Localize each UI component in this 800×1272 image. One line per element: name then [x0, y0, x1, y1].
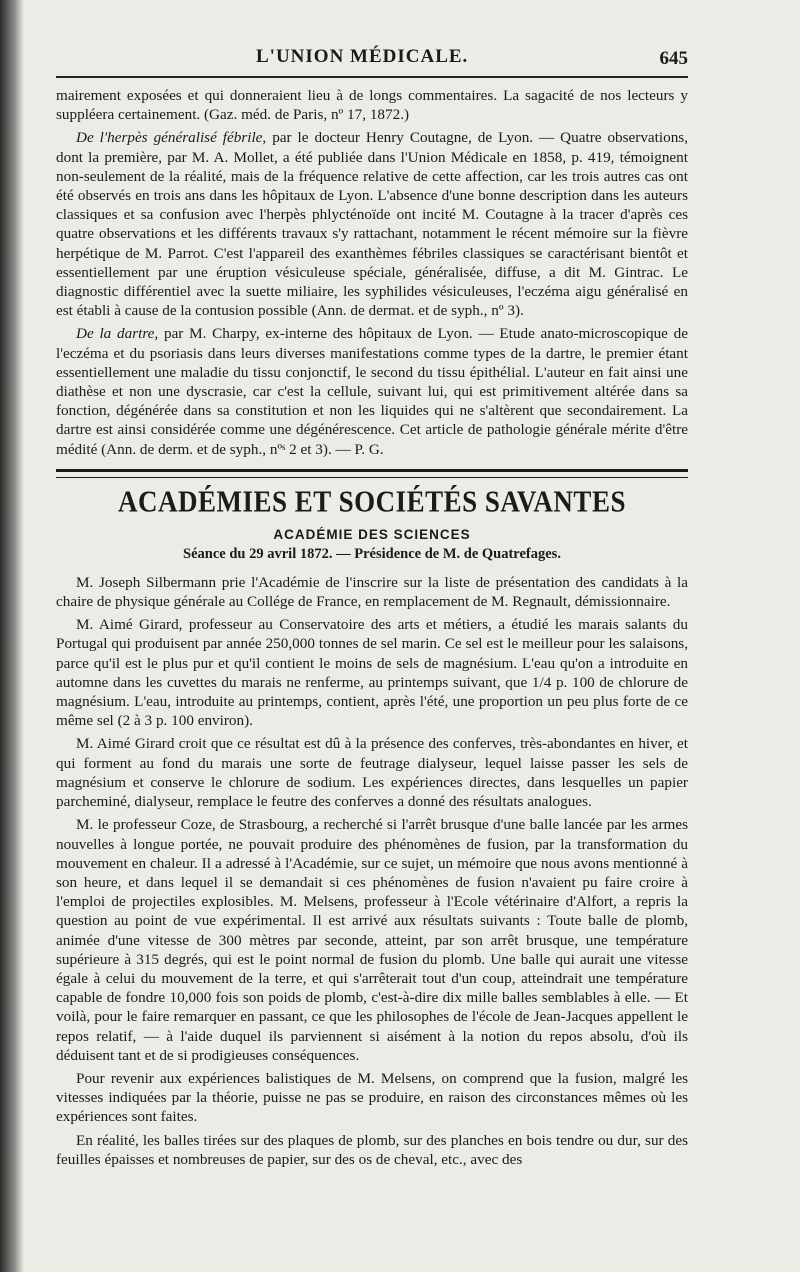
body-paragraph: Pour revenir aux expériences balistiques de M. Melsens, on comprend que la fusion, malgré les vitesses indiquées par la théorie, puisse ne pas se produire, en raison des circonstances mêmes où les expériences sont faites.: [56, 1069, 688, 1126]
section-subtitle: ACADÉMIE DES SCIENCES: [273, 526, 471, 542]
review-paragraph-1: [56, 86, 688, 124]
body-paragraph: En réalité, les balles tirées sur des plaques de plomb, sur des planches en bois tendre ou dur, sur des feuilles épaisses et nombreuses de papier, sur des os de cheval, etc., avec des: [56, 1131, 688, 1168]
academy-body: [56, 573, 688, 1169]
review-text: mairement exposées et qui donneraient lieu à de longs commentaires. La sagacité de nos lecteurs y suppléera certainement. (Gaz. méd. de Paris, nº 17, 1872.): [56, 87, 688, 124]
page-number: 645: [659, 48, 688, 69]
body-paragraph: M. Aimé Girard croit que ce résultat est dû à la présence des conferves, très-abondantes en hiver, et qui forment au fond du marais une sorte de feutrage dialyseur, lequel laisse passer les sels de magnésium et conserve le chlorure de sodium. Les expériences directes, dans lesquelles un papier parcheminé, dialyseur, remplace le feutre des conferves a donné des résultats analogues.: [56, 735, 688, 811]
review-text: par le docteur Henry Coutagne, de Lyon. — Quatre observations, dont la première, par M. A. Mollet, a été publiée dans l'Union Médicale en 1858, p. 419, témoignent non-seulement de la réalité, mais de la fréquence relative de cette affection, car les trois autres cas ont été observés en trois ans dans les hôpitaux de Lyon. L'absence d'une bonne description dans les auteurs classiques et sa confusion avec l'herpès phlycténoïde ont incité M. Coutagne à la tracer d'après ces quatre observations et les différents travaux s'y rattachant, notamment le récent mémoire sur la fièvre herpétique de M. Parrot. C'est l'appareil des exanthèmes fébriles classiques se caractérisant bientôt et essentiellement par une éruption vésiculeuse spéciale, généralisée, diffuse, a dit M. Gintrac. Le diagnostic différentiel avec la suette miliaire, les syphilides vésiculeuses, l'eczéma aigu généralisé en est établi à cause de la contusion possible (Ann. de dermat. et de syph., nº 3).: [56, 129, 689, 320]
body-paragraph: M. Aimé Girard, professeur au Conservatoire des arts et métiers, a étudié les marais salants du Portugal qui produisent par année 250,000 tonnes de sel marin. Ce sel est le meilleur pour les salaisons, parce qu'il est le plus pur et qu'il contient le moins de sels de magnésium. L'eau qu'on a introduite en automne dans les cuvettes du marais ne renferme, au printemps suivant, que 1/4 p. 100 de chlorure de magnésium. L'eau, introduite au printemps, contient, après l'été, une proportion un peu plus forte de ce même sel (2 à 3 p. 100 environ).: [56, 616, 688, 730]
page-header: [56, 42, 688, 78]
section-divider: [56, 469, 688, 478]
review-lead: De l'herpès généralisé fébrile,: [76, 129, 267, 147]
review-text: par M. Charpy, ex-interne des hôpitaux de Lyon. — Etude anato-microscopique de l'eczéma et du psoriasis dans leurs diverses manifestations comme types de la dartre, le premier étant essentiellement une maladie du tissu conjonctif, le second du tissu épithélial. L'auteur en fait ainsi une diathèse et non une dyscrasie, car c'est la cellule, suivant lui, qui est primitivement altérée dans sa fonction, dégénérée dans sa constitution et non les liquides qui ne s'altèrent que secondairement. La dartre est ainsi considérée comme une dégénérescence. Cet article de pathologie générale mérite d'être médité (Ann. de derm. et de syph., nºˢ 2 et 3). — P. G.: [56, 325, 688, 458]
body-paragraph: M. Joseph Silbermann prie l'Académie de l'inscrire sur la liste de présentation des candidats à la chaire de physique générale au Collége de France, en remplacement de M. Regnault, démissionnaire.: [56, 573, 688, 611]
review-paragraph-3: [56, 324, 688, 458]
section-title: ACADÉMIES ET SOCIÉTÉS SAVANTES: [118, 483, 626, 519]
reviews-section: [56, 86, 688, 459]
session-line: Séance du 29 avril 1872. — Présidence de M. de Quatrefages.: [183, 545, 561, 562]
binding-shadow: [0, 0, 24, 1272]
review-lead: De la dartre,: [76, 325, 159, 343]
body-paragraph: M. le professeur Coze, de Strasbourg, a recherché si l'arrêt brusque d'une balle lancée par les armes nouvelles à longue portée, ne pouvait produire des phénomènes de fusion, par la transformation du mouvement en chaleur. Il a adressé à l'Académie, sur ce sujet, un mémoire que nous avons mentionné à son heure, et dans lequel il se demandait si ces phénomènes de fusion n'avaient pu faire croire à l'emploi de projectiles explosibles. M. Melsens, professeur à l'Ecole vétérinaire d'Alfort, a repris la question au point de vue expérimental. Il est arrivé aux résultats suivants : Toute balle de plomb, animée d'une vitesse de 300 mètres par seconde, atteint, par son arrêt brusque, une température supérieure à 315 degrés, qui est le point normal de fusion du plomb. Une balle qui aurait une vitesse égale à celui du mouvement de la terre, et qui s'arrêterait tout d'un coup, atteindrait une température capable de fondre 10,000 fois son poids de plomb, c'est-à-dire dix mille balles semblables à elle. — Et voilà, pour le faire remarquer en passant, ce que les philosophes de l'école de Jean-Jacques appellent le repos relatif, — à l'aide duquel ils parviennent si aisément à la notion du repos absolu, d'où ils déduisent tant et de si prodigieuses conséquences.: [56, 816, 688, 1064]
review-paragraph-2: [56, 128, 688, 320]
running-head: L'UNION MÉDICALE.: [256, 46, 469, 67]
